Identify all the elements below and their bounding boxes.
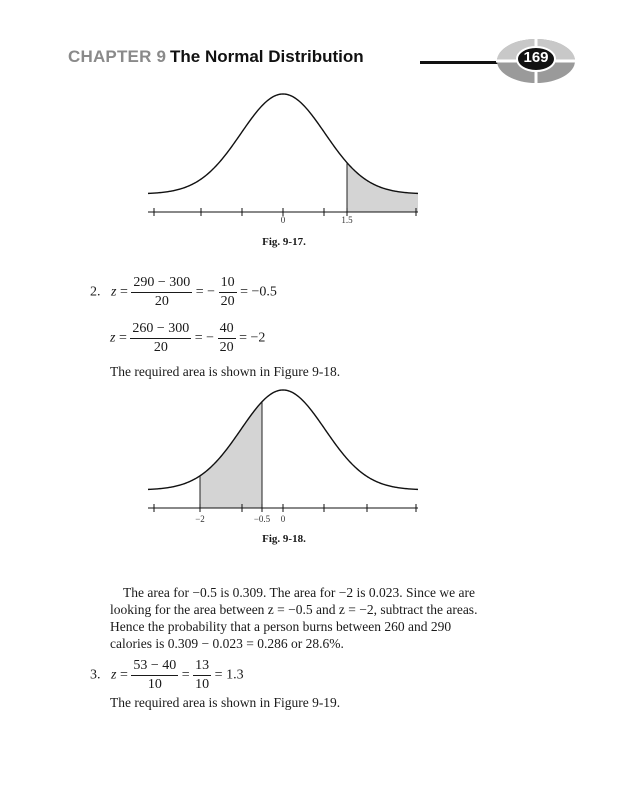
tick-label-neg0.5: −0.5: [253, 514, 271, 524]
equals: =: [118, 330, 127, 346]
numerator: 290 − 300: [131, 276, 192, 293]
result: = −0.5: [240, 284, 277, 300]
page-number-badge: [496, 38, 576, 84]
normal-curve-right-tail: [140, 88, 430, 238]
variable: z: [110, 330, 116, 346]
equals: =: [119, 667, 128, 683]
paragraph-line: Hence the probability that a person burns between 260 and 290: [110, 619, 452, 634]
equation-row: [90, 659, 244, 692]
equation-row: [90, 276, 277, 309]
tick-label-0: 0: [280, 215, 286, 225]
denominator: 20: [219, 340, 234, 355]
numerator: 260 − 300: [130, 322, 191, 339]
equation-row: [110, 322, 265, 355]
denominator: 20: [220, 294, 235, 309]
numerator: 10: [219, 276, 237, 293]
equals: =: [181, 667, 190, 683]
denominator: 20: [154, 294, 169, 309]
fraction: [131, 276, 192, 309]
tick-label-neg2: −2: [195, 514, 205, 524]
equals: =: [119, 284, 128, 300]
figure-caption: Fig. 9-17.: [262, 236, 306, 248]
normal-curve: [148, 94, 418, 193]
problem-number: 2.: [90, 284, 101, 300]
chapter-title: The Normal Distribution: [170, 47, 364, 66]
fraction: [130, 322, 191, 355]
paragraph-line: calories is 0.309 − 0.023 = 0.286 or 28.6%.: [110, 636, 344, 651]
body-text: The required area is shown in Figure 9-19.: [110, 695, 341, 710]
tick-label-0: 0: [280, 514, 286, 524]
numerator: 40: [218, 322, 236, 339]
denominator: 10: [147, 677, 162, 692]
problem-number: 3.: [90, 667, 101, 683]
fraction: [131, 659, 178, 692]
denominator: 20: [153, 340, 168, 355]
fraction: [193, 659, 211, 692]
chapter-label: CHAPTER 9: [68, 47, 167, 66]
paragraph-line: looking for the area between z = −0.5 and z = −2, subtract the areas.: [110, 602, 478, 617]
explanation-paragraph: [110, 584, 510, 652]
normal-curve-between: [140, 388, 430, 538]
body-text: The required area is shown in Figure 9-18.: [110, 364, 341, 379]
fraction: [218, 322, 236, 355]
figure-9-18: [140, 388, 430, 543]
variable: z: [111, 667, 117, 683]
page-number: 169: [523, 49, 549, 66]
numerator: 13: [193, 659, 211, 676]
paragraph-line: The area for −0.5 is 0.309. The area for −2 is 0.023. Since we are: [123, 585, 475, 600]
normal-curve: [148, 390, 418, 489]
result: = −2: [239, 330, 266, 346]
tick-label-1.5: 1.5: [341, 215, 353, 225]
variable: z: [111, 284, 117, 300]
shaded-area: [200, 402, 262, 508]
equals: = −: [195, 284, 216, 300]
numerator: 53 − 40: [131, 659, 178, 676]
result: = 1.3: [214, 667, 244, 683]
figure-caption: Fig. 9-18.: [262, 533, 306, 545]
equals: = −: [194, 330, 215, 346]
figure-9-17: [140, 88, 430, 243]
denominator: 10: [195, 677, 210, 692]
fraction: [219, 276, 237, 309]
